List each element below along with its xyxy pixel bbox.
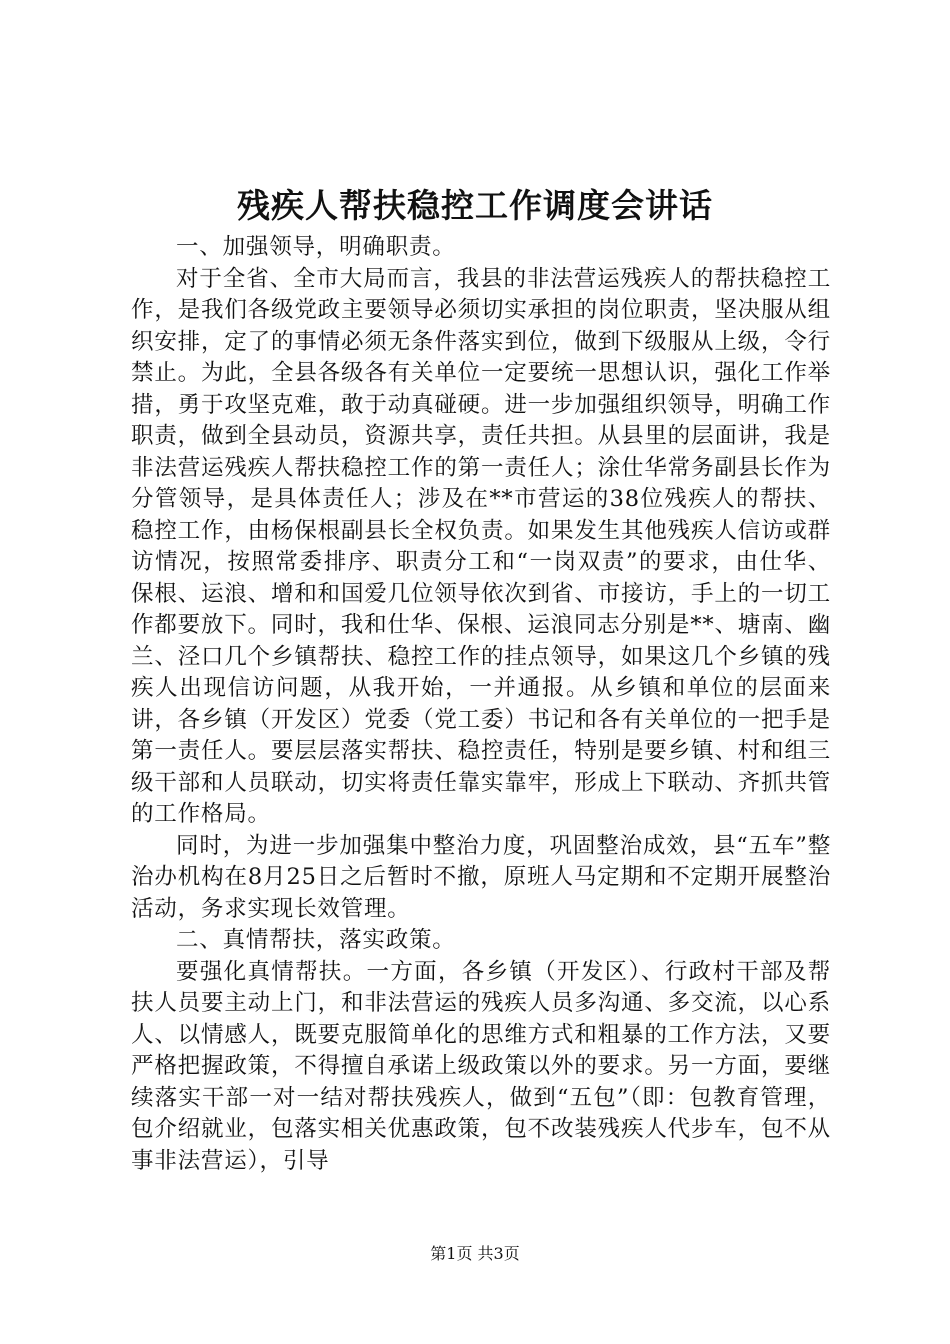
- body-paragraph: 同时，为进一步加强集中整治力度，巩固整治成效，县“五车”整治办机构在8月25日之后暂时不撤，原班人马定期和不定期开展整治活动，务求实现长效管理。: [131, 832, 831, 922]
- body-paragraph: 对于全省、全市大局而言，我县的非法营运残疾人的帮扶稳控工作，是我们各级党政主要领导必须切实承担的岗位职责，坚决服从组织安排，定了的事情必须无条件落实到位，做到下级服从上级，令行禁止。为此，全县各级各有关单位一定要统一思想认识，强化工作举措，勇于攻坚克难，敢于动真碰硬。进一步加强组织领导，明确工作职责，做到全县动员，资源共享，责任共担。从县里的层面讲，我是非法营运残疾人帮扶稳控工作的第一责任人；涂仕华常务副县长作为分管领导，是具体责任人；涉及在**市营运的38位残疾人的帮扶、稳控工作，由杨保根副县长全权负责。如果发生其他残疾人信访或群访情况，按照常委排序、职责分工和“一岗双责”的要求，由仕华、保根、运浪、增和和国爱几位领导依次到省、市接访，手上的一切工作都要放下。同时，我和仕华、保根、运浪同志分别是**、塘南、幽兰、泾口几个乡镇帮扶、稳控工作的挂点领导，如果这几个乡镇的残疾人出现信访问题，从我开始，一并通报。从乡镇和单位的层面来讲，各乡镇（开发区）党委（党工委）书记和各有关单位的一把手是第一责任人。要层层落实帮扶、稳控责任，特别是要乡镇、村和组三级干部和人员联动，切实将责任靠实靠牢，形成上下联动、齐抓共管的工作格局。: [131, 265, 831, 827]
- page-footer: 第1页 共3页: [430, 1244, 520, 1263]
- section-heading-1: 一、加强领导，明确职责。: [176, 234, 456, 260]
- document-body: [131, 232, 831, 1177]
- body-paragraph: 要强化真情帮扶。一方面，各乡镇（开发区）、行政村干部及帮扶人员要主动上门，和非法营运的残疾人员多沟通、多交流，以心系人、以情感人，既要克服简单化的思维方式和粗暴的工作方法，又要严格把握政策，不得擅自承诺上级政策以外的要求。另一方面，要继续落实干部一对一结对帮扶残疾人，做到“五包”（即：包教育管理，包介绍就业，包落实相关优惠政策，包不改装残疾人代步车，包不从事非法营运），引导: [131, 958, 831, 1174]
- section-heading-2: 二、真情帮扶，落实政策。: [176, 927, 456, 953]
- document-title: 残疾人帮扶稳控工作调度会讲话: [237, 186, 713, 225]
